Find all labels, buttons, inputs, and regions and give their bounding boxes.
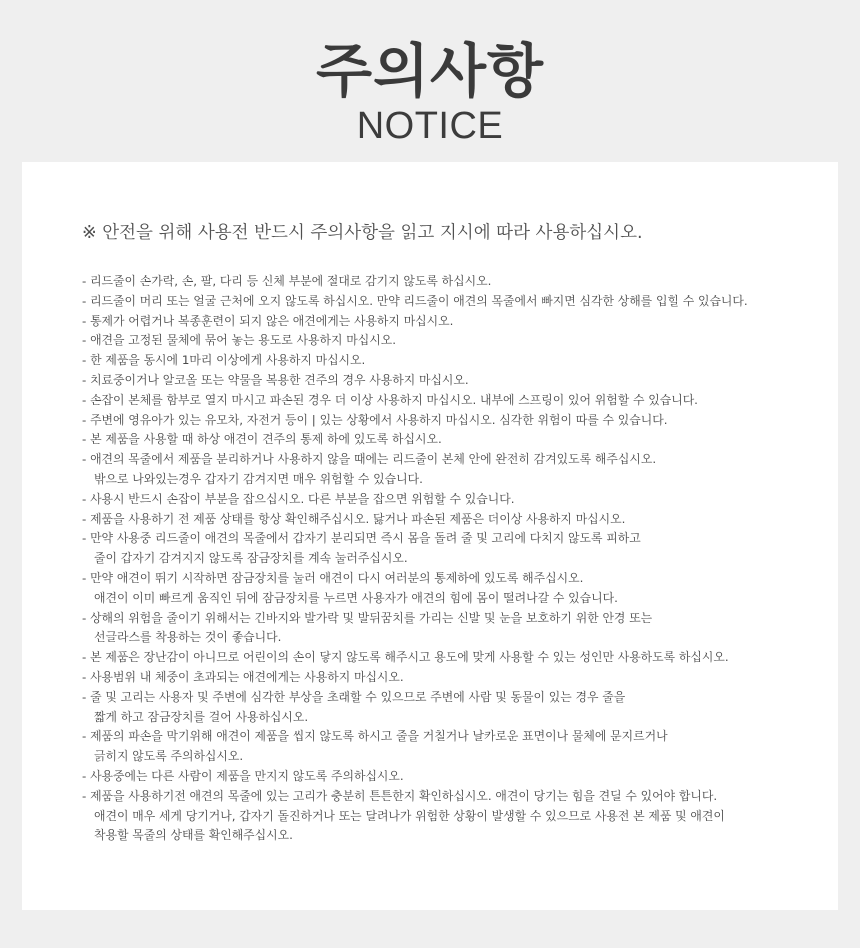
notice-item <box>82 529 822 569</box>
notice-item <box>82 391 822 411</box>
notice-item-text: - 통제가 어렵거나 복종훈련이 되지 않은 애견에게는 사용하지 마십시오. <box>82 313 454 328</box>
notice-item-text: - 본 제품은 장난감이 아니므로 어린이의 손이 닿지 않도록 해주시고 용도에 맞게 사용할 수 있는 성인만 사용하도록 하십시오. <box>82 650 729 665</box>
notice-item-continuation: 선글라스를 착용하는 것이 좋습니다. <box>94 630 282 645</box>
notice-item-continuation: 밖으로 나와있는경우 갑자기 감겨지면 매우 위험할 수 있습니다. <box>94 471 423 486</box>
notice-item <box>82 648 822 668</box>
notice-item-continuation: 착용할 목줄의 상태를 확인해주십시오. <box>94 828 293 843</box>
notice-card <box>22 162 838 910</box>
notice-item-text: - 리드줄이 손가락, 손, 팔, 다리 등 신체 부분에 절대로 감기지 않도록 하십시오. <box>82 274 492 288</box>
notice-item-text: - 리드줄이 머리 또는 얼굴 근처에 오지 않도록 하십시오. 만약 리드줄이 애견의 목줄에서 빠지면 심각한 상해를 입힐 수 있습니다. <box>82 293 748 308</box>
page-title: 주의사항 <box>315 37 545 105</box>
notice-item-text: - 줄 및 고리는 사용자 및 주변에 심각한 부상을 초래할 수 있으므로 주변에 사람 및 동물이 있는 경우 줄을 <box>82 689 626 704</box>
notice-list <box>82 272 822 846</box>
notice-item-text: - 사용범위 내 체중이 초과되는 애견에게는 사용하지 마십시오. <box>82 669 404 684</box>
notice-item-continuation: 짧게 하고 잠금장치를 걸어 사용하십시오. <box>94 709 309 724</box>
page-header <box>0 0 860 162</box>
notice-item <box>82 490 822 510</box>
notice-item <box>82 331 822 351</box>
notice-item-continuation: 긁히지 않도록 주의하십시오. <box>94 749 244 764</box>
notice-item <box>82 668 822 688</box>
notice-item <box>82 292 822 312</box>
notice-item <box>82 510 822 530</box>
page-subtitle: NOTICE <box>356 105 504 147</box>
notice-item <box>82 411 822 431</box>
notice-item <box>82 688 822 728</box>
notice-item <box>82 371 822 391</box>
notice-item <box>82 727 822 767</box>
notice-item-text: - 제품을 사용하기 전 제품 상태를 항상 확인해주십시오. 닳거나 파손된 제품은 더이상 사용하지 마십시오. <box>82 511 626 526</box>
notice-item-continuation: 애견이 이미 빠르게 움직인 뒤에 잠금장치를 누르면 사용자가 애견의 힘에 몸이 떨려나갈 수 있습니다. <box>94 590 618 605</box>
notice-item <box>82 450 822 490</box>
notice-item <box>82 767 822 787</box>
notice-item <box>82 569 822 609</box>
notice-item-text: - 만약 사용중 리드줄이 애견의 목줄에서 갑자기 분리되면 즉시 몸을 돌려 줄 및 고리에 다치지 않도록 피하고 <box>82 531 641 546</box>
notice-item <box>82 272 822 292</box>
notice-item-text: - 애견의 목줄에서 제품을 분리하거나 사용하지 않을 때에는 리드줄이 본체 안에 완전히 감겨있도록 해주십시오. <box>82 452 657 467</box>
notice-item-text: - 사용시 반드시 손잡이 부분을 잡으십시오. 다른 부분을 잡으면 위험할 수 있습니다. <box>82 491 515 506</box>
notice-item-continuation: 애견이 매우 세게 당기거나, 갑자기 돌진하거나 또는 달려나가 위험한 상황이 발생할 수 있으므로 사용전 본 제품 및 애견이 <box>94 808 725 823</box>
notice-item-text: - 한 제품을 동시에 1마리 이상에게 사용하지 마십시오. <box>82 353 366 368</box>
notice-item-text: - 만약 애견이 뛰기 시작하면 잠금장치를 눌러 애견이 다시 여러분의 통제하에 있도록 해주십시오. <box>82 570 584 585</box>
notice-item-text: - 애견을 고정된 물체에 묶어 놓는 용도로 사용하지 마십시오. <box>82 333 396 348</box>
notice-item-text: - 손잡이 본체를 함부로 열지 마시고 파손된 경우 더 이상 사용하지 마십시오. 내부에 스프링이 있어 위험할 수 있습니다. <box>82 392 698 407</box>
notice-item-continuation: 줄이 갑자기 감겨지지 않도록 잠금장치를 계속 눌러주십시오. <box>94 551 408 566</box>
notice-item <box>82 609 822 649</box>
safety-intro: ※ 안전을 위해 사용전 반드시 주의사항을 읽고 지시에 따라 사용하십시오. <box>82 223 643 243</box>
notice-item-text: - 상해의 위험을 줄이기 위해서는 긴바지와 발가락 및 발뒤꿈치를 가리는 신발 및 눈을 보호하기 위한 안경 또는 <box>82 610 653 625</box>
notice-item-text: - 본 제품을 사용할 때 하상 애견이 견주의 통제 하에 있도록 하십시오. <box>82 432 442 447</box>
notice-item <box>82 351 822 371</box>
notice-item-text: - 제품을 사용하기전 애견의 목줄에 있는 고리가 충분히 튼튼한지 확인하십시오. 애견이 당기는 힘을 견딜 수 있어야 합니다. <box>82 788 718 803</box>
notice-item-text: - 사용중에는 다른 사람이 제품을 만지지 않도록 주의하십시오. <box>82 768 404 783</box>
notice-item <box>82 312 822 332</box>
notice-item-text: - 제품의 파손을 막기위해 애견이 제품을 씹지 않도록 하시고 줄을 거칠거나 날카로운 표면이나 물체에 문지르거나 <box>82 729 668 744</box>
notice-item <box>82 430 822 450</box>
notice-item-text: - 치료중이거나 알코올 또는 약물을 복용한 견주의 경우 사용하지 마십시오. <box>82 372 469 387</box>
notice-item <box>82 787 822 846</box>
notice-item-text: - 주변에 영유아가 있는 유모차, 자전거 등이 | 있는 상황에서 사용하지 마십시오. 심각한 위험이 따를 수 있습니다. <box>82 412 668 427</box>
